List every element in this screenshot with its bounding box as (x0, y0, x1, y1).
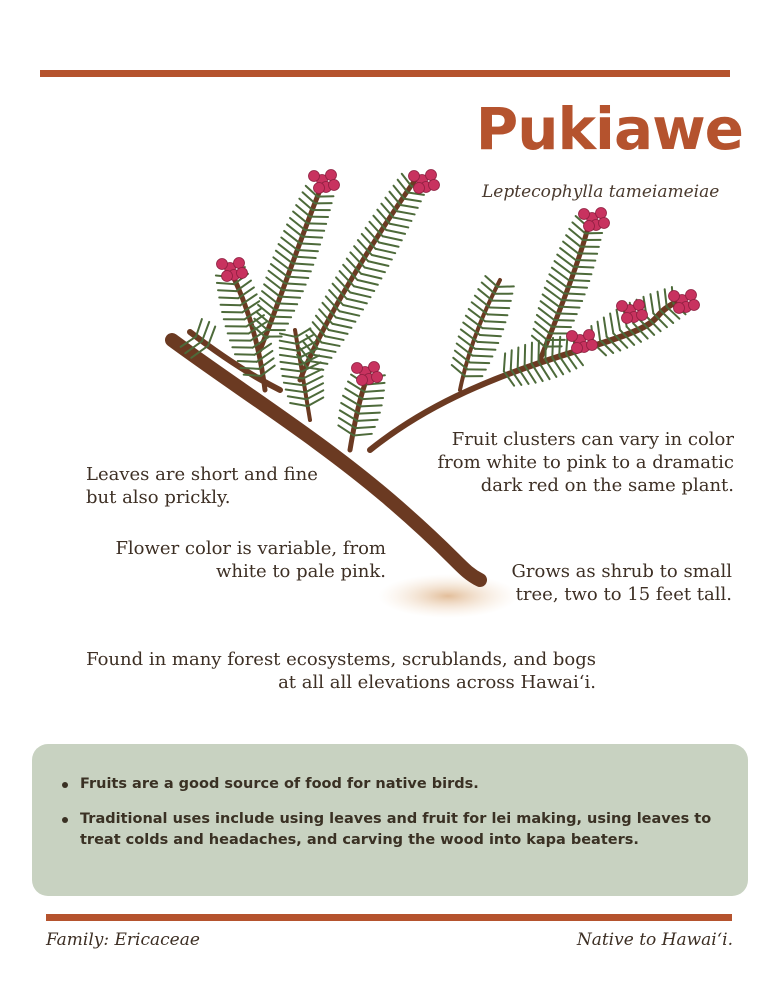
needle (398, 180, 408, 193)
flower-berry (217, 259, 228, 270)
flower-berry (572, 343, 583, 354)
needle (281, 369, 302, 372)
note-leaves: Leaves are short and fine but also prickly. (86, 464, 318, 508)
needle (573, 352, 583, 365)
flower-cluster (352, 362, 383, 386)
flower-berry (414, 183, 425, 194)
needle (280, 362, 300, 365)
needle (273, 317, 292, 318)
needle (401, 205, 418, 208)
flower-berry (326, 170, 337, 181)
needle (308, 397, 324, 406)
needle (208, 327, 215, 346)
needle (305, 230, 324, 231)
needle (386, 230, 405, 234)
needle (290, 403, 308, 406)
ground-wash (378, 574, 518, 618)
flower-cluster (669, 290, 700, 314)
needle (298, 250, 318, 251)
info-list (62, 774, 728, 851)
needle (296, 328, 310, 336)
flower-berry (579, 209, 590, 220)
flower-berry (222, 271, 233, 282)
needle (559, 337, 560, 356)
needle (359, 413, 380, 414)
needle (610, 313, 613, 333)
top-rule (40, 70, 730, 77)
needle (354, 286, 374, 291)
flower-berry (599, 218, 610, 229)
needle (368, 261, 388, 266)
needle (280, 348, 299, 351)
needle (288, 396, 307, 399)
branches (172, 180, 680, 580)
needle (404, 199, 421, 202)
flower-berry (309, 171, 320, 182)
needle (217, 283, 234, 284)
flower-berry (357, 375, 368, 386)
needle (379, 243, 398, 247)
needle (332, 324, 351, 328)
needle (394, 186, 405, 199)
needle (375, 249, 395, 253)
needle (329, 330, 348, 334)
note-growth-habit: Grows as shrub to small tree, two to 15 feet tall. (511, 561, 732, 605)
needle (241, 368, 259, 369)
flower-berry (674, 303, 685, 314)
flower-berry (637, 310, 648, 321)
flower-berry (429, 180, 440, 191)
needle (554, 320, 574, 321)
info-item-birds: Fruits are a good source of food for native birds. (62, 774, 728, 795)
needle (480, 335, 501, 336)
needle (303, 237, 323, 238)
flower-berry (426, 170, 437, 181)
flower-cluster (409, 170, 440, 194)
needle (280, 341, 298, 344)
needle (393, 218, 411, 221)
bottom-rule (46, 914, 732, 921)
needle (561, 300, 582, 301)
needle (485, 321, 505, 322)
flower-berry (314, 183, 325, 194)
needle (285, 283, 306, 284)
needle (293, 263, 314, 264)
needle (576, 260, 596, 261)
flower-cluster (579, 208, 610, 232)
needle (552, 338, 553, 358)
needle (365, 390, 384, 391)
needle (290, 270, 311, 271)
needle (390, 224, 408, 228)
needle (357, 420, 377, 421)
flower-berry (237, 268, 248, 279)
needle (350, 293, 370, 298)
needle (470, 363, 489, 364)
needle (566, 287, 587, 288)
needle (286, 390, 306, 393)
note-habitat: Found in many forest ecosystems, scrublands, and bogs at all all elevations across Hawai‘i. (86, 649, 596, 693)
needle (340, 311, 360, 315)
needle (300, 243, 320, 244)
flower-berry (329, 180, 340, 191)
flower-berry (686, 290, 697, 301)
needle (525, 345, 526, 366)
needle (397, 211, 415, 214)
flower-berry (567, 331, 578, 342)
flower-berry (352, 363, 363, 374)
needle (278, 303, 298, 304)
flower-cluster (309, 170, 340, 194)
flower-berry (369, 362, 380, 373)
needle (336, 318, 355, 322)
needle (478, 342, 499, 343)
needle (343, 305, 363, 310)
native-label: Native to Hawai‘i. (576, 930, 733, 950)
note-fruit-clusters: Fruit clusters can vary in color from white to pink to a dramatic dark red on the same plant. (437, 429, 734, 496)
note-flower-color: Flower color is variable, from white to pale pink. (115, 538, 386, 582)
needle (475, 349, 495, 350)
flower-berry (409, 171, 420, 182)
info-item-traditional-uses: Traditional uses include using leaves and fruit for lei making, using leaves to treat colds and headaches, and carving the wood into kapa beaters. (62, 809, 728, 851)
needle (490, 308, 509, 309)
needle (354, 434, 372, 436)
needle (308, 223, 327, 224)
needle (598, 322, 600, 340)
needle (504, 353, 505, 371)
needle (275, 310, 294, 311)
needle (244, 375, 261, 376)
needle (650, 294, 653, 313)
needle (559, 307, 579, 308)
flower-berry (584, 221, 595, 232)
needle (545, 339, 546, 360)
page-title: Pukiawe (475, 95, 743, 163)
scientific-name: Leptecophylla tameiameiae (482, 182, 720, 202)
needle (569, 280, 590, 281)
needle (325, 336, 343, 340)
needle (280, 297, 300, 298)
needle (604, 317, 607, 336)
needle (658, 292, 660, 310)
needle (571, 273, 591, 274)
needle (483, 328, 504, 329)
family-label: Family: Ericaceae (46, 930, 200, 950)
needle (488, 314, 508, 315)
needle (202, 322, 209, 341)
flower-berry (372, 372, 383, 383)
needle (361, 274, 381, 279)
needle (363, 398, 383, 399)
needle (284, 383, 304, 386)
needle (238, 361, 257, 362)
needle (617, 310, 620, 330)
needle (566, 354, 576, 369)
flower-berry (596, 208, 607, 219)
needle (295, 257, 316, 258)
needle (361, 405, 382, 406)
flower-berry (689, 300, 700, 311)
needle (665, 289, 667, 306)
flower-berry (669, 291, 680, 302)
needle (473, 356, 493, 357)
needle (485, 276, 497, 287)
flower-cluster (217, 258, 248, 282)
flower-berry (587, 340, 598, 351)
needle (564, 293, 585, 294)
needle (283, 290, 303, 291)
flower-cluster (617, 300, 648, 324)
needle (218, 290, 236, 291)
needle (322, 343, 340, 346)
flower-berry (634, 300, 645, 311)
needle (196, 319, 202, 337)
needle (557, 313, 577, 314)
needle (347, 299, 367, 304)
needle (511, 350, 512, 369)
needle (219, 298, 238, 299)
needle (383, 236, 402, 240)
needle (358, 280, 378, 285)
info-box (32, 744, 748, 896)
flower-berry (584, 330, 595, 341)
needle (355, 427, 374, 428)
flower-berry (622, 313, 633, 324)
flower-berry (234, 258, 245, 269)
needle (573, 267, 593, 268)
needle (518, 347, 519, 367)
needle (365, 268, 385, 273)
needle (318, 349, 336, 352)
flower-berry (617, 301, 628, 312)
needle (372, 255, 392, 260)
needle (288, 277, 309, 278)
